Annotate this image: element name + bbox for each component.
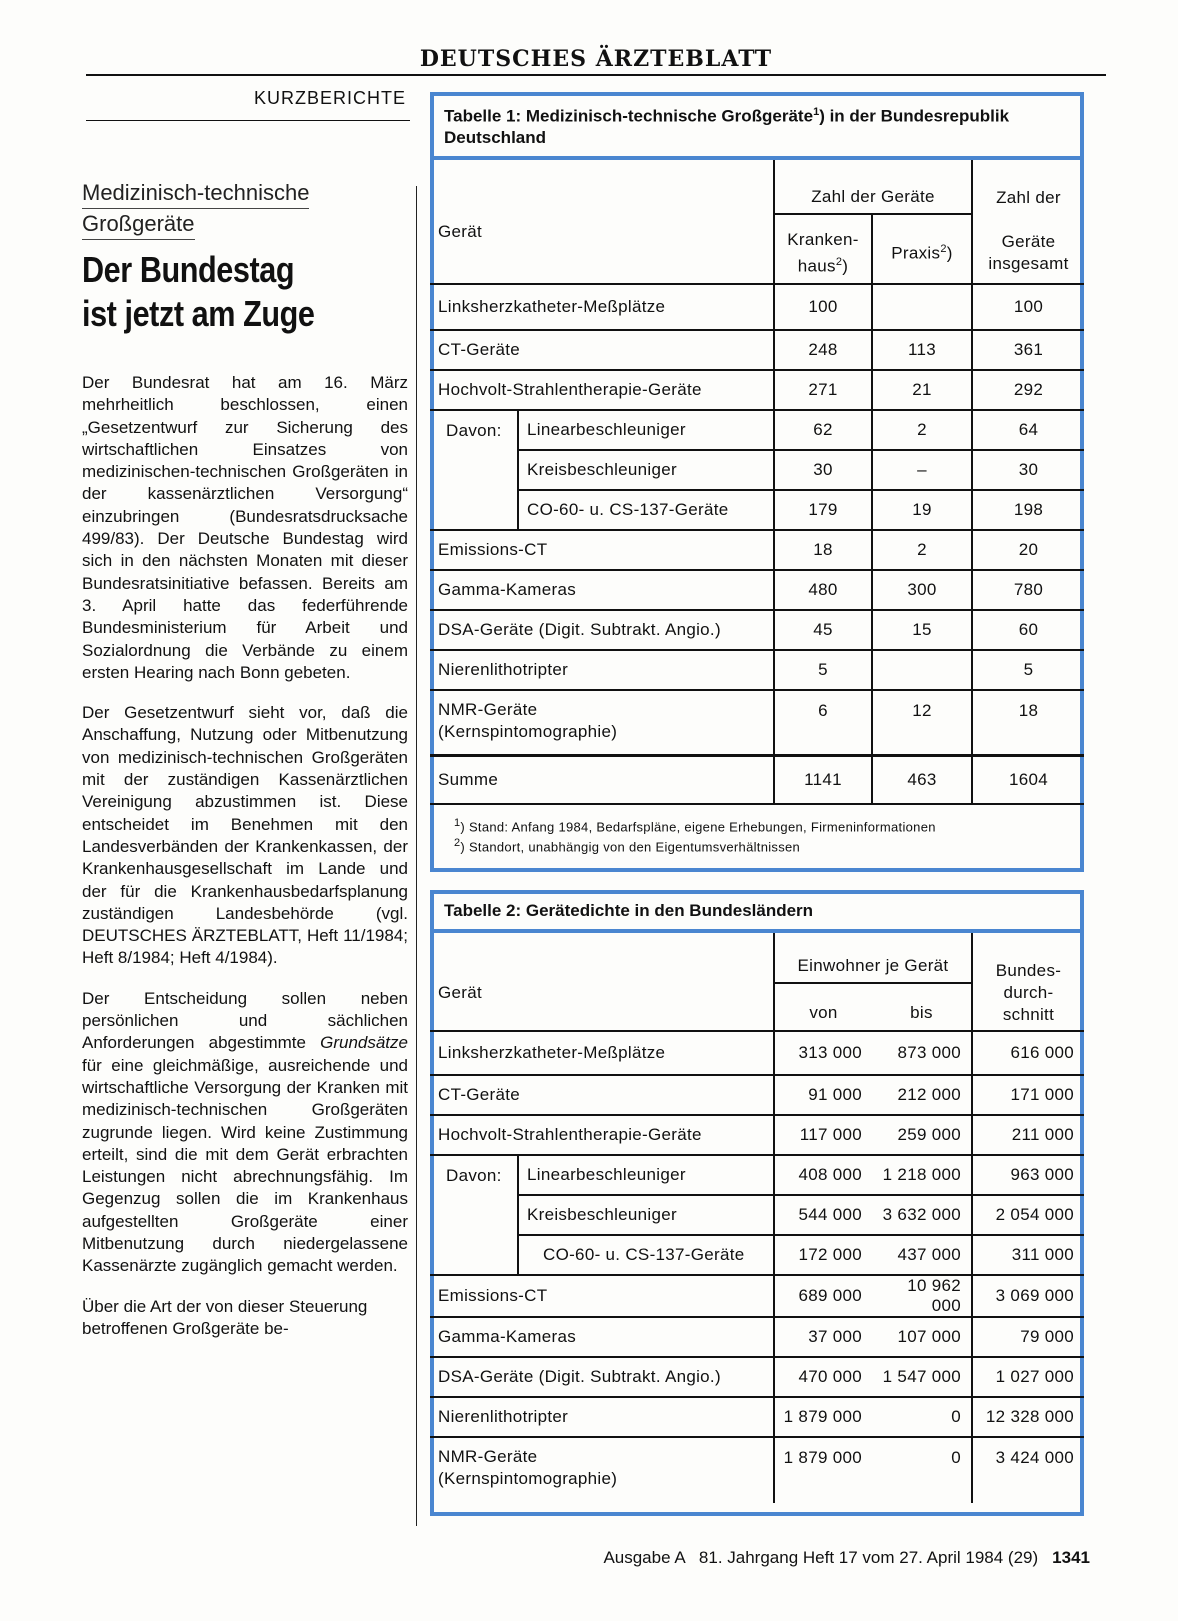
table-1-caption-b: ) in der Bundesrepublik Deutschland xyxy=(444,106,1010,147)
t2-bis: 212 000 xyxy=(872,1075,972,1115)
t1-total: 292 xyxy=(972,370,1084,410)
t2-label xyxy=(430,1437,774,1503)
t1-praxis xyxy=(872,284,972,330)
t1-praxis: 113 xyxy=(872,330,972,370)
t2-label: Hochvolt-Strahlentherapie-Geräte xyxy=(430,1115,774,1155)
kicker-line-2: Großgeräte xyxy=(82,209,195,240)
table-row xyxy=(430,1397,1084,1437)
t2-avg: 616 000 xyxy=(972,1031,1084,1075)
table-1-caption xyxy=(434,96,1080,160)
t1-nmr-line1: NMR-Geräte xyxy=(438,699,538,719)
t2-header-von: von xyxy=(774,983,872,1031)
t1-praxis: 19 xyxy=(872,490,972,530)
t1-header-praxis xyxy=(872,214,972,284)
t1-total: 20 xyxy=(972,530,1084,570)
t1-label xyxy=(430,690,774,756)
table-1-footnotes xyxy=(434,805,1080,866)
footnote-2-text: ) Standort, unabhängig von den Eigentumsverhältnissen xyxy=(460,839,801,855)
t1-total: 198 xyxy=(972,490,1084,530)
t2-avg: 3 069 000 xyxy=(972,1275,1084,1317)
t1-kh-b: haus xyxy=(797,256,836,276)
table-2-caption: Tabelle 2: Gerätedichte in den Bundesländern xyxy=(434,894,1080,933)
t1-kh: 5 xyxy=(774,650,872,690)
t1-praxis-sup: 2 xyxy=(940,243,947,256)
paragraph-1: Der Bundesrat hat am 16. März mehrheitlich beschlossen, einen „Gesetzentwurf zur Sicherung des wirtschaftlichen Einsatzes von medizinischen-technischen Großgeräten in der kassenärztlichen Versorgung“ einzubringen (Bundesratsdrucksache 499/83). Der Deutsche Bundestag wird sich in den nächsten Monaten mit dieser Bundesratsinitiative befassen. Bereits am 3. April hatte das federführende Bundesministerium für Arbeit und Sozialordnung die Verbände zu einem ersten Hearing nach Bonn gebeten. xyxy=(82,373,408,682)
t1-label: Kreisbeschleuniger xyxy=(518,450,774,490)
t1-label: Linksherzkatheter-Meßplätze xyxy=(430,284,774,330)
t1-davon: Davon: xyxy=(430,410,518,530)
t1-praxis xyxy=(872,650,972,690)
table-row xyxy=(430,570,1084,610)
t1-label: Nierenlithotripter xyxy=(430,650,774,690)
t1-total: 64 xyxy=(972,410,1084,450)
t1-kh: 271 xyxy=(774,370,872,410)
t1-label: CT-Geräte xyxy=(430,330,774,370)
footnote-2 xyxy=(454,835,1060,855)
table-row xyxy=(430,410,1084,450)
t2-avg: 79 000 xyxy=(972,1317,1084,1357)
table-row-summe xyxy=(430,756,1084,804)
t1-kh: 100 xyxy=(774,284,872,330)
t1-label: DSA-Geräte (Digit. Subtrakt. Angio.) xyxy=(430,610,774,650)
t2-bis: 1 547 000 xyxy=(872,1357,972,1397)
table-row xyxy=(430,1317,1084,1357)
t1-kh-close: ) xyxy=(842,256,849,276)
section-rule xyxy=(86,120,410,121)
t2-label: Linksherzkatheter-Meßplätze xyxy=(430,1031,774,1075)
article-kicker xyxy=(82,178,408,240)
t2-label: CO-60- u. CS-137-Geräte xyxy=(518,1235,774,1275)
t1-total: 30 xyxy=(972,450,1084,490)
t1-label: Summe xyxy=(430,756,774,804)
t2-nmr-line2: (Kernspintomographie) xyxy=(438,1469,618,1488)
paragraph-3-rest: für eine gleichmäßige, ausreichende und wirtschaftliche Versorgung der Kranken mit medizinisch-technischen Großgeräten zugrunde liegen. Wird keine Zustimmung erteilt, sind die mit dem Gerät erbrachten Leistungen nicht abrechnungsfähig. Im Gegenzug sollen die im Krankenhaus aufgestellten Großgeräte einer Mitbenutzung durch niedergelassene Kassenärzte zugänglich gemacht werden. xyxy=(82,1055,408,1276)
table-row xyxy=(430,530,1084,570)
masthead: DEUTSCHES ÄRZTEBLATT xyxy=(419,46,773,72)
t1-kh: 30 xyxy=(774,450,872,490)
t1-header-zahl-der: Zahl der xyxy=(972,160,1084,214)
t1-praxis: 463 xyxy=(872,756,972,804)
masthead-rule xyxy=(86,74,1106,76)
footnote-1-text: ) Stand: Anfang 1984, Bedarfspläne, eigene Erhebungen, Firmeninformationen xyxy=(460,818,936,834)
table-row xyxy=(430,1357,1084,1397)
t1-kh: 248 xyxy=(774,330,872,370)
t1-kh: 1141 xyxy=(774,756,872,804)
t1-total: 18 xyxy=(972,690,1084,756)
table-1-caption-a: Tabelle 1: Medizinisch-technische Großgeräte xyxy=(444,106,814,126)
t1-praxis: 2 xyxy=(872,530,972,570)
t1-total: 1604 xyxy=(972,756,1084,804)
t2-label: Linearbeschleuniger xyxy=(518,1155,774,1195)
t1-kh: 18 xyxy=(774,530,872,570)
t1-kh: 62 xyxy=(774,410,872,450)
table-row xyxy=(430,370,1084,410)
headline-line-2: ist jetzt am Zuge xyxy=(82,293,315,334)
t2-von: 172 000 xyxy=(774,1235,872,1275)
t2-label: Nierenlithotripter xyxy=(430,1397,774,1437)
t2-nmr-line1: NMR-Geräte xyxy=(438,1447,538,1466)
t2-bund-b: durch- xyxy=(1003,982,1054,1002)
t1-header-zahl: Zahl der Geräte xyxy=(774,160,972,214)
table-2-box xyxy=(430,890,1084,1516)
table-row xyxy=(430,1437,1084,1503)
footnote-2-sup: 2 xyxy=(454,836,461,849)
t2-bund-c: schnitt xyxy=(1002,1004,1055,1024)
table-row xyxy=(430,330,1084,370)
t2-von: 408 000 xyxy=(774,1155,872,1195)
t2-header-geraet: Gerät xyxy=(438,982,483,1002)
t1-praxis: 300 xyxy=(872,570,972,610)
t2-avg: 3 424 000 xyxy=(972,1437,1084,1503)
headline-line-1: Der Bundestag xyxy=(82,249,295,290)
t1-total: 361 xyxy=(972,330,1084,370)
t2-avg: 171 000 xyxy=(972,1075,1084,1115)
t2-bis: 3 632 000 xyxy=(872,1195,972,1235)
t1-praxis-label: Praxis xyxy=(891,243,941,263)
kicker-line-1: Medizinisch-technische xyxy=(82,178,309,209)
t1-total: 60 xyxy=(972,610,1084,650)
t1-kh: 45 xyxy=(774,610,872,650)
paragraph-3-italic: Grundsätze xyxy=(320,1033,408,1053)
page-number: 1341 xyxy=(1052,1548,1090,1567)
t2-label: Emissions-CT xyxy=(430,1275,774,1317)
t1-insg-b: insgesamt xyxy=(988,254,1069,274)
t2-bis: 1 218 000 xyxy=(872,1155,972,1195)
paragraph-3-start: Der Entscheidung sollen neben persönlichen und sächlichen Anforderungen abgestimmte xyxy=(82,988,408,1053)
t1-label: Gamma-Kameras xyxy=(430,570,774,610)
table-row xyxy=(430,1275,1084,1317)
t2-label: CT-Geräte xyxy=(430,1075,774,1115)
t1-praxis: 21 xyxy=(872,370,972,410)
t2-bund-a: Bundes- xyxy=(995,960,1062,980)
t2-bis: 259 000 xyxy=(872,1115,972,1155)
t1-label: Emissions-CT xyxy=(430,530,774,570)
t2-header-bundesdurchschnitt xyxy=(972,933,1084,1031)
t2-avg: 963 000 xyxy=(972,1155,1084,1195)
t2-avg: 1 027 000 xyxy=(972,1357,1084,1397)
column-rule xyxy=(416,186,417,1526)
t1-label: CO-60- u. CS-137-Geräte xyxy=(518,490,774,530)
table-row xyxy=(430,450,1084,490)
table-row xyxy=(430,490,1084,530)
t2-von: 470 000 xyxy=(774,1357,872,1397)
t1-praxis: 2 xyxy=(872,410,972,450)
t1-header-krankenhaus xyxy=(774,214,872,284)
t2-von: 313 000 xyxy=(774,1031,872,1075)
table-1-box xyxy=(430,92,1084,872)
t2-von: 91 000 xyxy=(774,1075,872,1115)
table-row xyxy=(430,1031,1084,1075)
t2-label: Gamma-Kameras xyxy=(430,1317,774,1357)
t2-bis: 0 xyxy=(872,1437,972,1503)
paragraph-2: Der Gesetzentwurf sieht vor, daß die Anschaffung, Nutzung oder Mitbenutzung von medizinisch-technischen Großgeräten mit der zuständigen Kassenärztlichen Vereinigung abzustimmen ist. Diese entscheidet im Benehmen mit den Landesverbänden der Krankenkassen, der Krankenhausgesellschaft im Lande und der für die Krankenhausbedarfsplanung zuständigen Landesbehörde (vgl. DEUTSCHES ÄRZTEBLATT, Heft 11/1984; Heft 8/1984; Heft 4/1984). xyxy=(82,703,408,968)
t1-label: Hochvolt-Strahlentherapie-Geräte xyxy=(430,370,774,410)
t2-davon: Davon: xyxy=(430,1155,518,1275)
t1-total: 5 xyxy=(972,650,1084,690)
t1-label: Linearbeschleuniger xyxy=(518,410,774,450)
table-row xyxy=(430,284,1084,330)
table-row xyxy=(430,1155,1084,1195)
footnote-1-sup: 1 xyxy=(454,816,461,829)
table-1-caption-sup: 1 xyxy=(813,106,820,118)
t1-insg-a: Geräte xyxy=(1001,232,1056,252)
table-row xyxy=(430,1075,1084,1115)
footer-issue: Ausgabe A 81. Jahrgang Heft 17 vom 27. April 1984 (29) xyxy=(603,1548,1039,1567)
paragraph-4: Über die Art der von dieser Steuerung betroffenen Großgeräte be- xyxy=(82,1296,368,1338)
section-label: KURZBERICHTE xyxy=(253,88,406,108)
table-row xyxy=(430,610,1084,650)
t2-von: 37 000 xyxy=(774,1317,872,1357)
t1-kh: 6 xyxy=(774,690,872,756)
t1-praxis: 15 xyxy=(872,610,972,650)
t2-von: 689 000 xyxy=(774,1275,872,1317)
table-row xyxy=(430,690,1084,756)
page-footer xyxy=(520,1548,1090,1568)
article-headline xyxy=(82,248,414,336)
t2-bis: 10 962 000 xyxy=(872,1275,972,1317)
t2-header-bis: bis xyxy=(910,1003,933,1022)
table-row xyxy=(430,1115,1084,1155)
table-row xyxy=(430,1235,1084,1275)
t1-total: 780 xyxy=(972,570,1084,610)
paragraph-3 xyxy=(82,988,408,1278)
t2-bis: 437 000 xyxy=(872,1235,972,1275)
t1-praxis: 12 xyxy=(872,690,972,756)
t1-kh-sup: 2 xyxy=(835,256,843,269)
t1-kh-a: Kranken- xyxy=(787,230,859,250)
t2-bis: 873 000 xyxy=(872,1031,972,1075)
t2-bis: 0 xyxy=(872,1397,972,1437)
t1-header-geraet: Gerät xyxy=(438,222,483,242)
table-1 xyxy=(430,160,1084,805)
footnote-1 xyxy=(454,815,1060,835)
t1-praxis: – xyxy=(872,450,972,490)
t2-von: 117 000 xyxy=(774,1115,872,1155)
t1-praxis-close: ) xyxy=(946,243,953,263)
t2-avg: 12 328 000 xyxy=(972,1397,1084,1437)
article-column xyxy=(82,178,408,1358)
t2-avg: 2 054 000 xyxy=(972,1195,1084,1235)
t2-von: 1 879 000 xyxy=(774,1437,872,1503)
t1-kh: 179 xyxy=(774,490,872,530)
t2-avg: 311 000 xyxy=(972,1235,1084,1275)
t1-header-insgesamt xyxy=(972,214,1084,284)
t2-label: DSA-Geräte (Digit. Subtrakt. Angio.) xyxy=(430,1357,774,1397)
t1-total: 100 xyxy=(972,284,1084,330)
t1-kh: 480 xyxy=(774,570,872,610)
t2-von: 1 879 000 xyxy=(774,1397,872,1437)
t1-nmr-line2: (Kernspintomographie) xyxy=(438,721,618,741)
t2-avg: 211 000 xyxy=(972,1115,1084,1155)
t2-header-einwohner: Einwohner je Gerät xyxy=(774,933,972,983)
t2-von: 544 000 xyxy=(774,1195,872,1235)
table-2 xyxy=(430,933,1084,1503)
t2-bis: 107 000 xyxy=(872,1317,972,1357)
t2-label: Kreisbeschleuniger xyxy=(518,1195,774,1235)
table-row xyxy=(430,1195,1084,1235)
table-row xyxy=(430,650,1084,690)
